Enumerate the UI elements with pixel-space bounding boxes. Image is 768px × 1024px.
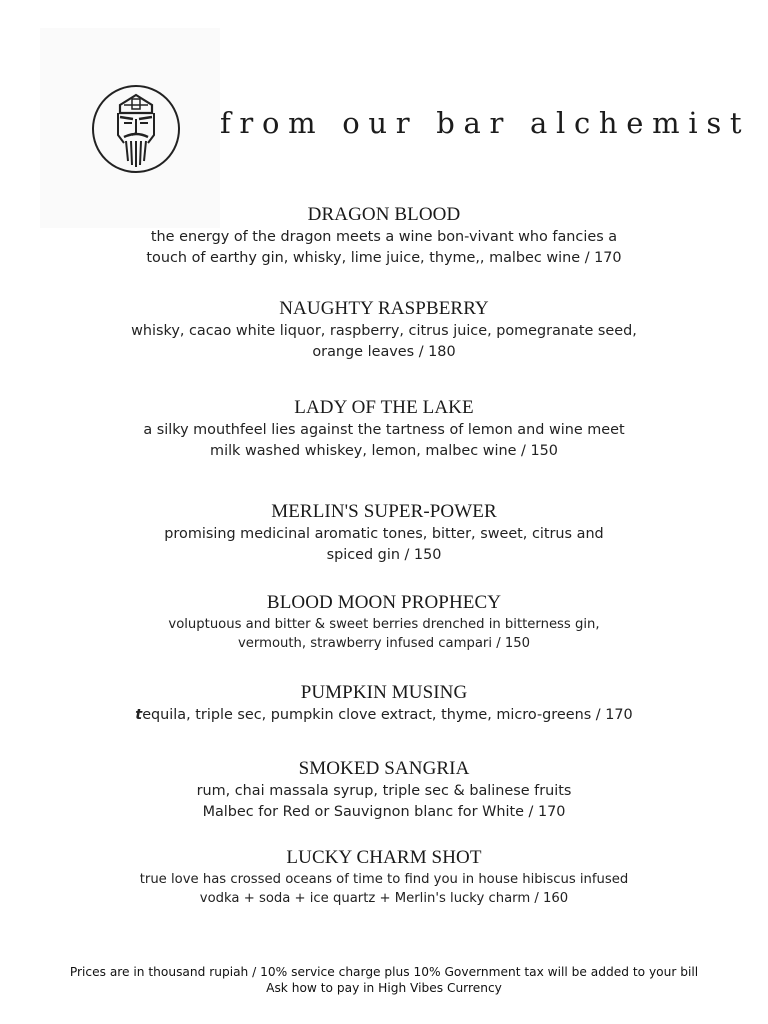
bearded-wizard-face-icon bbox=[90, 83, 182, 175]
description-line: vodka + soda + ice quartz + Merlin's lucky charm / 160 bbox=[199, 891, 569, 906]
item-description bbox=[84, 420, 684, 462]
item-name: NAUGHTY RASPBERRY bbox=[279, 298, 489, 319]
menu-item-merlins-super-power bbox=[84, 501, 684, 566]
menu-item-dragon-blood bbox=[84, 204, 684, 269]
item-description bbox=[84, 705, 684, 726]
description-line: a silky mouthfeel lies against the tartness of lemon and wine meet bbox=[143, 422, 625, 438]
description-line: spiced gin / 150 bbox=[326, 547, 442, 563]
footer-pricing-note: Prices are in thousand rupiah / 10% service charge plus 10% Government tax will be added to your bill bbox=[69, 965, 699, 979]
description-line: orange leaves / 180 bbox=[312, 344, 456, 360]
menu-item-lucky-charm-shot bbox=[84, 847, 684, 908]
item-description bbox=[84, 524, 684, 566]
description-line: voluptuous and bitter & sweet berries drenched in bitterness gin, bbox=[168, 617, 600, 632]
description-line: Malbec for Red or Sauvignon blanc for White / 170 bbox=[202, 804, 566, 820]
description-line: whisky, cacao white liquor, raspberry, citrus juice, pomegranate seed, bbox=[131, 323, 637, 339]
item-name: SMOKED SANGRIA bbox=[298, 758, 470, 779]
item-name: LADY OF THE LAKE bbox=[294, 397, 474, 418]
menu-item-smoked-sangria bbox=[84, 758, 684, 823]
description-lead-letter: t bbox=[135, 707, 143, 723]
description-line bbox=[84, 705, 684, 726]
item-name: LUCKY CHARM SHOT bbox=[286, 847, 482, 868]
item-name: DRAGON BLOOD bbox=[307, 204, 461, 225]
description-line: rum, chai massala syrup, triple sec & balinese fruits bbox=[196, 783, 572, 799]
description-line: promising medicinal aromatic tones, bitter, sweet, citrus and bbox=[164, 526, 604, 542]
description-text: equila, triple sec, pumpkin clove extract, thyme, micro-greens / 170 bbox=[142, 707, 633, 723]
item-name: PUMPKIN MUSING bbox=[300, 682, 468, 703]
item-description bbox=[84, 615, 684, 653]
menu-item-lady-of-the-lake bbox=[84, 397, 684, 462]
footer-notice bbox=[0, 964, 768, 996]
description-line: vermouth, strawberry infused campari / 150 bbox=[238, 636, 530, 651]
item-description bbox=[84, 781, 684, 823]
description-line: touch of earthy gin, whisky, lime juice, thyme,, malbec wine / 170 bbox=[146, 250, 622, 266]
item-description bbox=[84, 870, 684, 908]
menu-item-blood-moon-prophecy bbox=[84, 592, 684, 653]
item-name: MERLIN'S SUPER-POWER bbox=[271, 501, 497, 522]
description-line: true love has crossed oceans of time to find you in house hibiscus infused bbox=[139, 872, 629, 887]
footer-payment-note: Ask how to pay in High Vibes Currency bbox=[266, 981, 502, 995]
page-title: from our bar alchemist bbox=[220, 106, 751, 140]
item-name: BLOOD MOON PROPHECY bbox=[266, 592, 502, 613]
menu-item-pumpkin-musing bbox=[84, 682, 684, 726]
menu-item-naughty-raspberry bbox=[84, 298, 684, 363]
description-line: the energy of the dragon meets a wine bon-vivant who fancies a bbox=[150, 229, 618, 245]
description-line: milk washed whiskey, lemon, malbec wine / 150 bbox=[210, 443, 558, 459]
item-description bbox=[84, 321, 684, 363]
item-description bbox=[84, 227, 684, 269]
